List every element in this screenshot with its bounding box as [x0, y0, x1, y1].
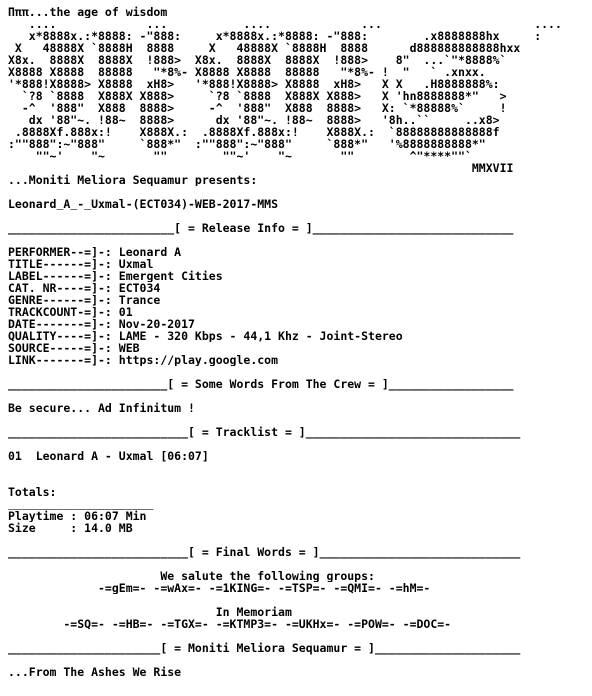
ascii-logo-line-7: `?8 `8888 X888X X888> `?8 `8888 X888X X888> X 'hn8888888*" >	[8, 90, 507, 102]
totals-playtime: Playtime : 06:07 Min	[8, 510, 147, 522]
ascii-logo-line-10: .8888Xf.888x:! X888X.: .8888Xf.888x:! X888X.: `88888888888888f	[8, 126, 500, 138]
memoriam-groups: -=SQ=- -=HB=- -=TGX=- -=KTMP3=- -=UKHx=- -=POW=- -=DOC=-	[8, 618, 452, 630]
closing-line: ...From The Ashes We Rise	[8, 666, 182, 678]
info-date: DATE-------=]-: Nov-20-2017	[8, 318, 195, 330]
section-header-tracklist: __________________________[ = Tracklist = ]_______________________________	[8, 425, 521, 439]
ascii-logo-line-12: ""~' "~ "" ""~' "~ "" ^"****""`	[8, 150, 472, 162]
year-mark: MMXVII	[8, 162, 514, 174]
section-header-motto: ______________________[ = Moniti Meliora Sequamur = ]_____________________	[8, 641, 521, 655]
info-trackcount: TRACKCOUNT-=]-: 01	[8, 306, 133, 318]
blank-line	[8, 438, 592, 450]
greetings-groups: -=gEm=- -=wAx=- -=1KING=- -=TSP=- -=QMI=- -=hM=-	[8, 582, 431, 594]
info-source: SOURCE-----=]-: WEB	[8, 342, 140, 354]
totals-underline: _____________________	[8, 498, 154, 510]
section-header-crew-words: _______________________[ = Some Words From The Crew = ]__________________	[8, 377, 514, 391]
ascii-logo-line-8: -^ '888" X888 8888> -^ '888" X888 8888> X: `*88888%` !	[8, 102, 507, 114]
memoriam-heading: In Memoriam	[8, 606, 292, 618]
track-item: 01 Leonard A - Uxmal [06:07]	[8, 450, 209, 462]
ascii-logo-line-5: X8888 X8888 88888 "*8%- X8888 X8888 88888 "*8%- ! " ` .xnxx.	[8, 66, 486, 78]
presents-line: ...Moniti Meliora Sequamur presents:	[8, 174, 258, 186]
blank-line	[8, 390, 592, 402]
blank-line	[8, 474, 592, 486]
info-label: LABEL------=]-: Emergent Cities	[8, 270, 223, 282]
ascii-logo-line-11: :""888":~"888" `888*" :""888":~"888" `888*" '%8888888888*"	[8, 138, 486, 150]
info-performer: PERFORMER--=]-: Leonard A	[8, 246, 182, 258]
ascii-logo-line-9: dx '88"~. !88~ 8888> dx '88"~. !88~ 8888> '8h..`` ..x8>	[8, 114, 500, 126]
totals-heading: Totals:	[8, 486, 57, 498]
blank-line	[8, 594, 592, 606]
section-header-final-words: __________________________[ = Final Words = ]_____________________________	[8, 545, 521, 559]
release-name: Leonard_A_-_Uxmal-(ECT034)-WEB-2017-MMS	[8, 198, 279, 210]
crew-message: Be secure... Ad Infinitum !	[8, 402, 195, 414]
blank-line	[8, 654, 592, 666]
info-title: TITLE------=]-: Uxmal	[8, 258, 154, 270]
section-header-release-info: ________________________[ = Release Info = ]_____________________________	[8, 221, 514, 235]
blank-line	[8, 558, 592, 570]
ascii-logo-line-3: X 48888X `8888H 8888 X 48888X `8888H 8888 d888888888888hxx	[8, 42, 521, 54]
ascii-logo-line-6: '*888!X8888> X8888 xH8> '*888!X8888> X8888 xH8> X X .H8888888%:	[8, 78, 500, 90]
greetings-heading: We salute the following groups:	[8, 570, 375, 582]
blank-line	[8, 462, 592, 474]
blank-line	[8, 186, 592, 198]
totals-size: Size : 14.0 MB	[8, 522, 133, 534]
ascii-logo-line-4: X8x. 8888X 8888X !888> X8x. 8888X 8888X !888> 8" ...`"*8888%`	[8, 54, 507, 66]
blank-line	[8, 234, 592, 246]
ascii-logo-line-2: x*8888x.:*8888: -"888: x*8888x.:*8888: -"888: .x8888888hx :	[8, 30, 542, 42]
info-quality: QUALITY----=]-: LAME - 320 Kbps - 44,1 Khz - Joint-Stereo	[8, 330, 403, 342]
info-genre: GENRE------=]-: Trance	[8, 294, 161, 306]
ascii-logo-line-1: .... ... .... ... ....	[8, 18, 562, 30]
header-tagline: Πππ...the age of wisdom	[8, 6, 168, 18]
info-link: LINK-------=]-: https://play.google.com	[8, 354, 279, 366]
info-catalog-number: CAT. NR----=]-: ECT034	[8, 282, 161, 294]
